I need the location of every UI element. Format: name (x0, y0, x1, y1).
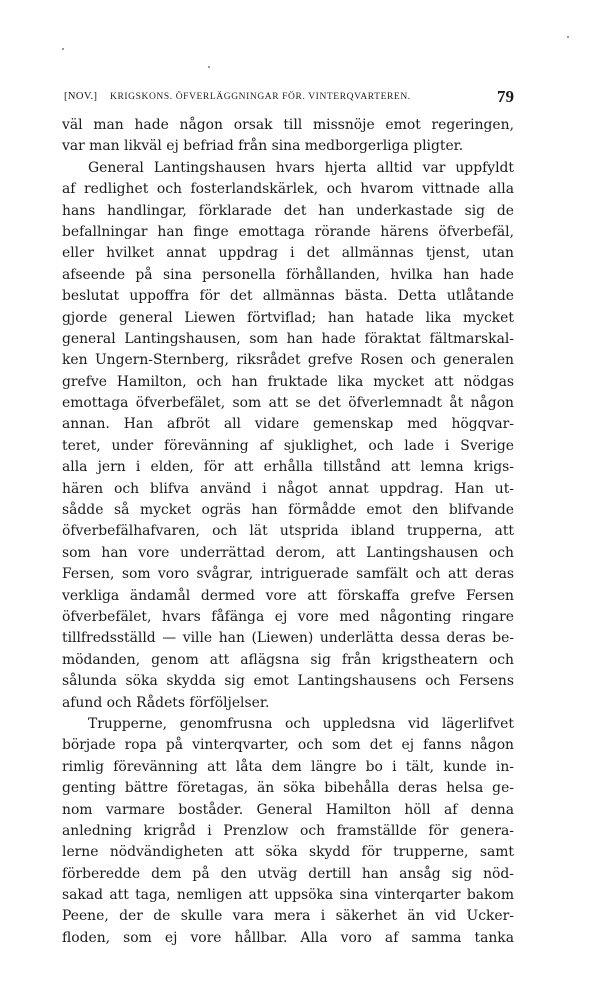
text-line: var man likväl ej befriad från sina medborgerliga pligter. (62, 138, 464, 155)
text-line: sakad att taga, nemligen att uppsöka sina vinterqarter bakom (62, 887, 514, 904)
text-line: alla jern i elden, för att erhålla tillstånd att lemna krigs- (62, 459, 514, 476)
page-number: 79 (497, 87, 514, 106)
header-running-title: KRIGSKONS. ÖFVERLÄGGNINGAR FÖR. VINTERQVARTEREN. (110, 92, 411, 102)
text-line: öfverbefälet, hvars fåfänga ej vore med någonting ringare (62, 608, 514, 625)
text-line: hären och blifva använd i något annat uppdrag. Han ut- (62, 480, 514, 497)
text-line: grefve Hamilton, och han fruktade lika mycket att nödgas (62, 373, 514, 390)
text-line: tillfredsställd — ville han (Liewen) underlätta dessa deras be- (62, 630, 514, 647)
text-line: afseende på sina personella förhållanden, hvilka han hade (62, 266, 514, 283)
text-line: sådde så mycket ogräs han förmådde emot den blifvande (62, 502, 514, 519)
text-line: som han vore underrättad derom, att Lantingshausen och (62, 544, 514, 561)
text-line: gjorde general Liewen förtviflad; han hatade lika mycket (62, 309, 514, 326)
text-line: hans handlingar, förklarade det han underkastade sig de (62, 202, 514, 219)
text-line: general Lantingshausen, som han hade föraktat fältmarskal- (62, 330, 514, 347)
scan-speck (567, 36, 569, 38)
text-line: väl man hade någon orsak till missnöje emot regeringen, (62, 117, 514, 133)
running-header (64, 88, 514, 108)
text-line: Trupperne, genomfrusna och uppledsna vid lägerlifvet (88, 715, 514, 732)
text-line: anledning krigråd i Prenzlow och framställde för genera- (62, 822, 514, 839)
text-line: lerne nödvändigheten att söka skydd för trupperne, samt (62, 844, 514, 861)
text-line: sålunda söka skydda sig emot Lantingshausens och Fersens (62, 673, 514, 690)
text-line: annan. Han afbröt all vidare gemenskap med högqvar- (62, 416, 514, 433)
text-line: började ropa på vinterqvarter, och som det ej fanns någon (62, 737, 514, 754)
text-line: floden, som ej vore hållbar. Alla voro af samma tanka (62, 929, 514, 946)
scan-speck (208, 66, 210, 68)
text-line: öfverbefälhafvaren, och lät utsprida ibland trupperna, att (62, 523, 514, 540)
text-line: genting bättre företagas, än söka bibehålla deras helsa ge- (62, 780, 514, 797)
text-line: ken Ungern-Sternberg, riksrådet grefve Rosen och generalen (62, 352, 514, 369)
text-line: Fersen, som voro svågrar, intriguerade samfält och att deras (62, 566, 514, 583)
text-line: teret, under förevänning af sjuklighet, och lade i Sverige (62, 437, 514, 454)
text-line: rimlig förevänning att låta dem längre bo i tält, kunde in- (62, 758, 514, 775)
text-line: beslutat uppoffra för det allmännas bästa. Detta utlåtande (62, 288, 514, 305)
header-section-label: [NOV.] (64, 91, 98, 102)
text-line: General Lantingshausen hvars hjerta alltid var uppfyldt (88, 159, 514, 176)
text-line: befallningar han finge emottaga rörande härens öfverbefäl, (62, 223, 514, 240)
body-text (62, 115, 514, 949)
text-line: verkliga ändamål dermed vore att förskaffa grefve Fersen (62, 587, 514, 604)
scan-speck (62, 48, 64, 50)
text-line: af redlighet och fosterlandskärlek, och hvarom vittnade alla (62, 181, 514, 198)
text-line: mödanden, genom att aflägsna sig från krigstheatern och (62, 651, 514, 668)
text-line: emottaga öfverbefälet, som att se det öfverlemnadt åt någon (62, 395, 514, 412)
text-line: förberedde dem på den utväg dertill han ansåg sig nöd- (62, 865, 514, 882)
text-line: eller hvilket annat uppdrag i det allmännas tjenst, utan (62, 245, 514, 262)
text-line: Peene, der de skulle vara mera i säkerhet än vid Ucker- (62, 908, 514, 925)
text-line: afund och Rådets förföljelser. (62, 694, 270, 711)
text-line: nom varmare boståder. General Hamilton höll af denna (62, 801, 514, 818)
